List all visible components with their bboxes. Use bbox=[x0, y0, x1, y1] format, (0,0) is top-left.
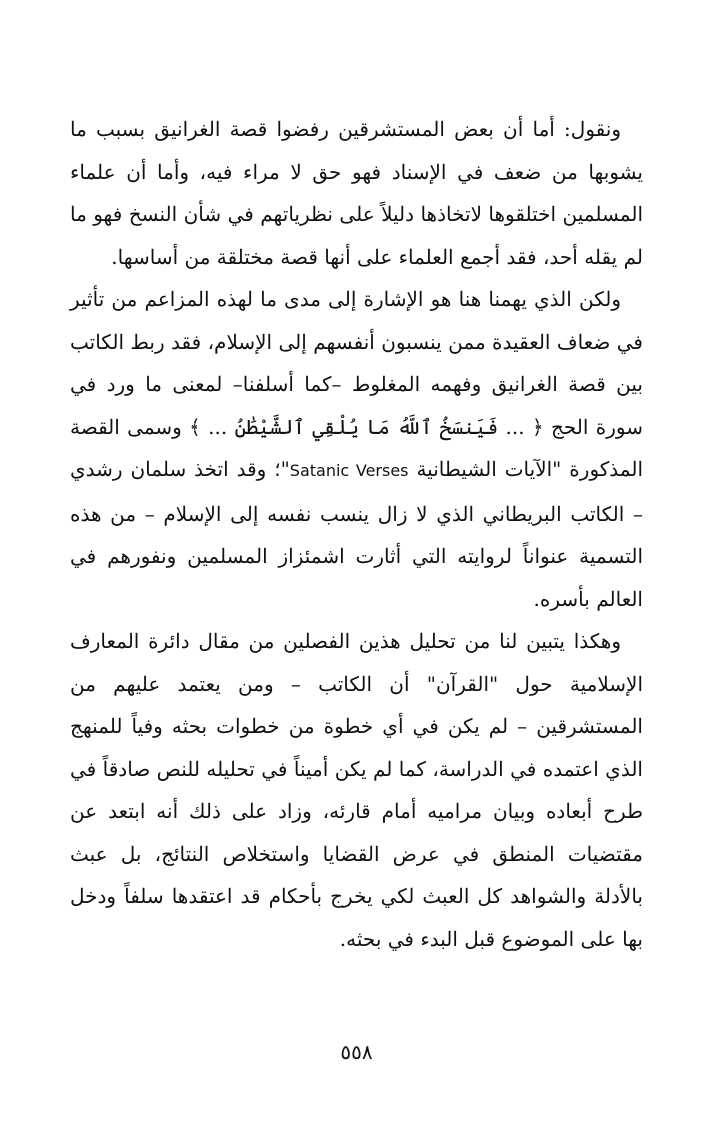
paragraph-2 bbox=[70, 278, 643, 620]
paragraph-3: وهكذا يتبين لنا من تحليل هذين الفصلين من مقال دائرة المعارف الإسلامية حول "القرآن" أن الكاتب – ومن يعتمد عليهم من المستشرقين – لم يكن في أي خطوة من خطوات بحثه وفياً للمنهج الذي اعتمده في الدراسة، كما لم يكن أميناً في تحليله للنص صادقاً في طرح أبعاده وبيان مراميه أمام قارئه، وزاد على ذلك أنه ابتعد عن مقتضيات المنطق في عرض القضايا واستخلاص النتائج، بل عبث بالأدلة والشواهد كل العبث لكي يخرج بأحكام قد اعتقدها سلفاً ودخل بها على الموضوع قبل البدء في بحثه. bbox=[70, 629, 643, 951]
latin-title: Satanic Verses bbox=[289, 461, 409, 480]
paragraph-2-text-a: ولكن الذي يهمنا هنا هو الإشارة إلى مدى ما لهذه المزاعم من تأثير في ضعاف العقيدة ممن ينسبون أنفسهم إلى الإسلام، فقد ربط الكاتب بين قصة الغرانيق وفهمه المغلوط –كما أسلفنا– لمعنى ما ورد في سورة الحج bbox=[70, 287, 644, 439]
page-number: ٥٥٨ bbox=[340, 1040, 373, 1064]
paragraph-2-text-c: "؛ وقد اتخذ سلمان رشدي – الكاتب البريطاني الذي لا زال ينسب نفسه إلى الإسلام – من هذه التسمية عنواناً لروايته التي أثارت اشمئزاز المسلمين ونفورهم في العالم بأسره. bbox=[70, 457, 643, 611]
paragraph-2-text-b: وسمى القصة المذكورة "الآيات الشيطانية bbox=[70, 414, 644, 481]
paragraph-1: ونقول: أما أن بعض المستشرقين رفضوا قصة الغرانيق بسبب ما يشوبها من ضعف في الإسناد فهو حق لا مراء فيه، وأما أن علماء المسلمين اختلقوها لاتخاذها دليلاً على نظرياتهم في شأن النسخ فهو ما لم يقله أحد، فقد أجمع العلماء على أنها قصة مختلقة من أساسها. bbox=[70, 117, 643, 269]
quran-verse: ﴿ ... فَيَنسَخُ ٱللَّهُ مَا يُلْقِي ٱلشَّيْطَٰنُ ... ﴾ bbox=[189, 414, 544, 439]
page-body bbox=[0, 108, 713, 960]
